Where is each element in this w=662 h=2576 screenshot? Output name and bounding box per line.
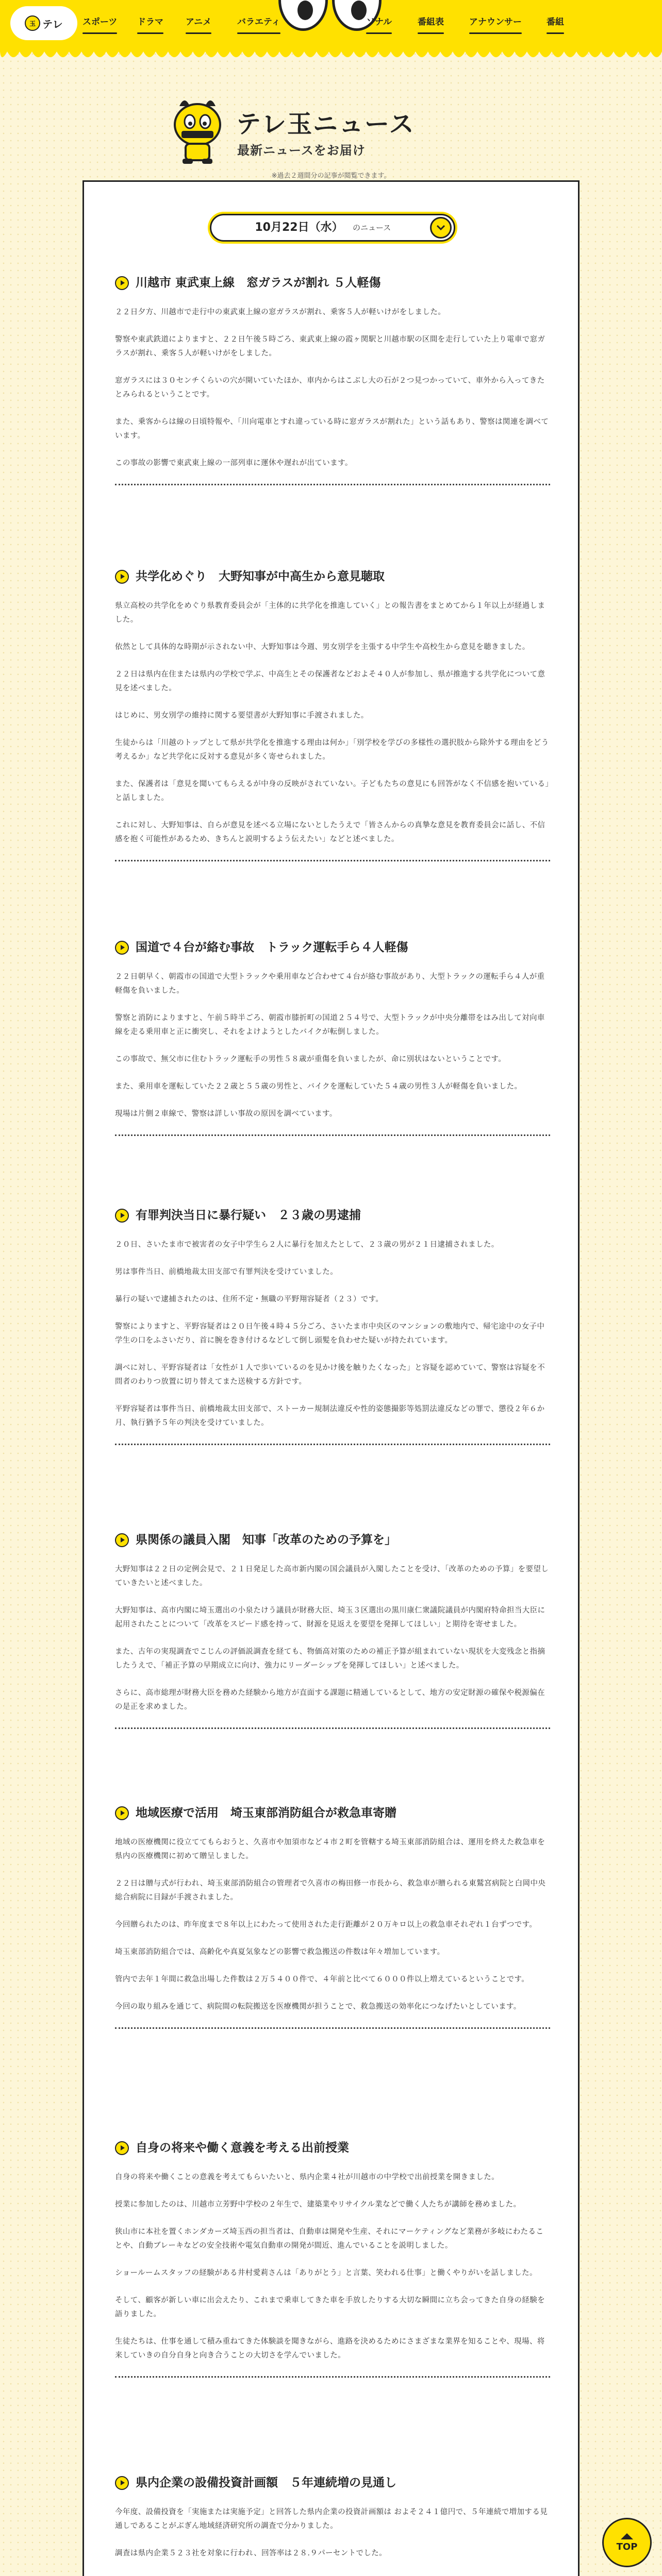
- news-article-career-class: [115, 2140, 550, 2378]
- article-paragraph: 依然として具体的な時期が示されない中、大野知事は今週、男女別学を主張する中学生や高校生から意見を聴きました。: [115, 643, 530, 651]
- page-title: テレ玉ニュース: [236, 110, 415, 139]
- article-paragraph: 調査は県内企業５２３社を対象に行われ、回答率は２８.９パーセントでした。: [115, 2549, 387, 2557]
- article-paragraph: ２２日は県内在住または県内の学校で学ぶ、中高生とその保護者などおよそ４０人が参加し、県が推進する共学化について意見を述べました。: [115, 670, 545, 692]
- play-bullet-icon: [115, 1533, 129, 1547]
- article-paragraph: はじめに、男女別学の維持に関する要望書が大野知事に手渡されました。: [115, 711, 369, 720]
- play-bullet-icon: [115, 1209, 129, 1223]
- article-title-text: 共学化めぐり 大野知事が中高生から意見聴取: [136, 570, 385, 583]
- date-select[interactable]: [210, 214, 455, 242]
- article-paragraph: 県立高校の共学化をめぐり県教育委員会が「主体的に共学化を推進していく」との報告書をまとめてから１年以上が経過しました。: [115, 602, 545, 624]
- nav-item-programs[interactable]: 番組: [547, 13, 564, 31]
- article-paragraph: ショールームスタッフの経験がある井村愛莉さんは「ありがとう」と言葉、笑われる仕事」と働くやりがいを話しました。: [115, 2269, 537, 2277]
- article-paragraph: 今年度、設備投資を「実施または実施予定」と回答した県内企業の投資計画額は およそ２４１億円で、５年連続で増加する見通しであることがぶぎん地域経済研究所の調査で分かりました。: [115, 2508, 548, 2530]
- article-paragraph: ２２日夕方、川越市で走行中の東武東上線の窓ガラスが割れ、乗客５人が軽いけがをしました。: [115, 308, 446, 316]
- article-paragraph: さらに、高市総理が財務大臣を務めた経験から地方が直面する課題に精通しているとして、地方の安定財源の確保や税源偏在の是正を求めました。: [115, 1689, 545, 1711]
- article-title: [115, 2140, 550, 2157]
- chevron-down-icon[interactable]: [430, 217, 452, 239]
- header-wave-decoration: [0, 44, 662, 70]
- article-title: [115, 1805, 550, 1822]
- global-nav: [77, 13, 662, 31]
- article-divider: [115, 1444, 550, 1445]
- article-paragraph: 暴行の疑いで逮捕されたのは、住所不定・無職の平野翔容疑者（２３）です。: [115, 1295, 384, 1303]
- page-subtitle: 最新ニュースをお届け: [237, 143, 366, 158]
- article-paragraph: 警察によりますと、平野容疑者は２０日午後４時４５分ごろ、さいたま市中央区のマンションの敷地内で、帰宅途中の女子中学生の口をふさいだり、首に腕を巻き付けるなどして倒し頭髪を負わせた疑いが持たれています。: [115, 1323, 545, 1345]
- article-paragraph: この事故の影響で東武東上線の一部列車に運休や遅れが出ています。: [115, 459, 353, 467]
- article-paragraph: 平野容疑者は事件当日、前橋地裁太田支部で、ストーカー規制法違反や性的姿態撮影等処罰法違反などの罪で、懲役２年６か月、執行猶予５年の判決を受けていました。: [115, 1405, 545, 1427]
- chevron-up-icon: [621, 2533, 633, 2539]
- news-article-route-accident: [115, 939, 550, 1136]
- article-paragraph: 今回の取り組みを通じて、病院間の転院搬送を医療機関が担うことで、救急搬送の効率化につなげたいとしています。: [115, 2003, 521, 2011]
- article-paragraph: 警察や東武鉄道によりますと、２２日午後５時ごろ、東武東上線の霞ヶ関駅と川越市駅の区間を走行していた上り電車で窓ガラスが割れ、乗客５人が軽いけがをしました。: [115, 335, 545, 358]
- article-title-text: 川越市 東武東上線 窓ガラスが割れ ５人軽傷: [136, 276, 381, 290]
- article-title-text: 国道で４台が絡む事故 トラック運転手ら４人軽傷: [136, 941, 408, 954]
- play-bullet-icon: [115, 1806, 129, 1820]
- article-paragraph: また、保護者は「意見を聞いてもらえるが中身の反映がされていない。子どもたちの意見にも回答がなく不信感を抱いている」と話しました。: [115, 780, 550, 802]
- article-paragraph: また、乗用車を運転していた２２歳と５５歳の男性と、バイクを運転していた５４歳の男性３人が軽傷を負いました。: [115, 1082, 522, 1091]
- article-title: [115, 1207, 550, 1225]
- news-article-kawagoe-train-window: [115, 275, 550, 485]
- article-paragraph: この事故で、無父市に住むトラック運転手の男性５８歳が重傷を負いましたが、命に別状はないということです。: [115, 1055, 506, 1063]
- page-title-block: [0, 93, 662, 180]
- article-paragraph: 生徒たちは、仕事を通して積み重ねてきた体験談を聞きながら、進路を決めるためにさまざまな業界を知ることや、現場、将来していきの自分自身と向き合うことの大切さを学んでいました。: [115, 2337, 545, 2360]
- site-header: [0, 0, 662, 72]
- article-divider: [115, 1727, 550, 1729]
- article-title-text: 有罪判決当日に暴行疑い ２３歳の男逮捕: [136, 1209, 361, 1222]
- article-paragraph: 埼玉東部消防組合では、高齢化や真夏気象などの影響で救急搬送の件数は年々増加しています。: [115, 1948, 445, 1956]
- article-title-text: 県内企業の設備投資計画額 ５年連続増の見通し: [136, 2476, 396, 2489]
- article-paragraph: 生徒からは「川越のトップとして県が共学化を推進する理由は何か」「別学校を学びの多様性の選択肢から除外する理由をどう考えるか」など共学化に反対する意見が多く寄せられました。: [115, 739, 549, 761]
- article-paragraph: 警察と消防によりますと、午前５時半ごろ、朝霞市膝折町の国道２５４号で、大型トラックが中央分離帯をはみ出して対向車線を走る乗用車と正に衝突し、それをよけようとしたバイクが転倒しました。: [115, 1014, 545, 1036]
- logo-ball-icon: 玉: [25, 15, 40, 31]
- news-card: [82, 180, 580, 2576]
- article-paragraph: 現場は片側２車線で、警察は詳しい事故の原因を調べています。: [115, 1110, 337, 1118]
- back-to-top-button[interactable]: [602, 2518, 652, 2567]
- article-title: [115, 1532, 550, 1549]
- nav-item-anime[interactable]: アニメ: [186, 13, 211, 31]
- nav-item-drama[interactable]: ドラマ: [137, 13, 163, 31]
- site-logo[interactable]: [10, 6, 77, 40]
- article-paragraph: 自身の将来や働くことの意義を考えてもらいたいと、県内企業４社が川越市の中学校で出前授業を開きました。: [115, 2173, 499, 2181]
- back-to-top-label: TOP: [616, 2541, 638, 2552]
- nav-item-personal[interactable]: ソナル: [366, 13, 392, 31]
- article-paragraph: ２２日朝早く、朝霞市の国道で大型トラックや乗用車など合わせて４台が絡む事故があり、大型トラックの運転手ら４人が重軽傷を負いました。: [115, 973, 545, 995]
- article-paragraph: 狭山市に本社を置くホンダカーズ埼玉西の担当者は、自動車は開発や生産、それにマーケティングなど業務が多岐にわたることや、自動ブレーキなどの安全技術や電気自動車の開発が間近、進んでいることを説明しました。: [115, 2228, 544, 2250]
- play-bullet-icon: [115, 570, 129, 584]
- nav-item-schedule[interactable]: 番組表: [418, 13, 444, 31]
- news-article-ambulance-donation: [115, 1805, 550, 2029]
- play-bullet-icon: [115, 941, 129, 955]
- article-paragraph: ２２日は贈与式が行われ、埼玉東部消防組合の管理者で久喜市の梅田修一市長から、救急車が贈られる東鷲宮病院と白岡中央総合病院に目録が手渡されました。: [115, 1879, 546, 1902]
- article-title-text: 県関係の議員入閣 知事「改革のための予算を」: [136, 1533, 396, 1547]
- article-title: [115, 568, 550, 586]
- article-paragraph: 管内で去年１年間に救急出場した件数は２万５４００件で、４年前と比べて６０００件以上増えているということです。: [115, 1975, 529, 1984]
- article-title: [115, 2475, 550, 2492]
- date-select-value: 10月22日（水）: [255, 221, 343, 234]
- article-paragraph: これに対し、大野知事は、自らが意見を述べる立場にないとしたうえで「皆さんからの真摯な意見を教育委員会に話し、不信感を抱く可能性があるため、きちんと説明するよう伝えたい」などと述べました。: [115, 821, 545, 843]
- article-title: [115, 939, 550, 957]
- article-paragraph: そして、顧客が新しい車に出会えたり、これまで乗車してきた車を手放したりする大切な瞬間に立ち会ってきた自身の経験を語りました。: [115, 2296, 545, 2318]
- nav-item-announcer[interactable]: アナウンサー: [469, 13, 522, 31]
- article-divider: [115, 2027, 550, 2029]
- article-divider: [115, 860, 550, 861]
- article-paragraph: ２０日、さいたま市で被害者の女子中学生ら２人に暴行を加えたとして、２３歳の男が２１日逮捕されました。: [115, 1241, 499, 1249]
- article-paragraph: 男は事件当日、前橋地裁太田支部で有罪判決を受けていました。: [115, 1268, 338, 1276]
- news-article-cabinet-budget: [115, 1532, 550, 1729]
- date-select-suffix: のニュース: [353, 223, 391, 232]
- article-divider: [115, 2376, 550, 2378]
- article-paragraph: また、古年の実現調査でこじんの評価説調査を経ても、物価高対策のための補正予算が組まれていない現状を大変残念と指摘したうえで、「補正予算の早期成立に向け、強力にリーダーシップを発揮してほしい」と述べました。: [115, 1648, 545, 1670]
- article-paragraph: また、乗客からは線の日頃特報や、「川向電車とすれ違っている時に窓ガラスが割れた」という話もあり、警察は関連を調べています。: [115, 418, 549, 440]
- article-paragraph: 大野知事は、高市内閣に埼玉選出の小泉たけう議員が財務大臣、埼玉３区選出の黒川康仁衆議院議員が内閣府特命担当大臣に起用されたことについて「改革をスピード感を持って、財源を見返えを要望を発揮してほしい」と期待を寄せました。: [115, 1606, 545, 1629]
- archive-note: ※過去２週間分の記事が閲覧できます。: [271, 172, 391, 180]
- article-title: [115, 275, 550, 292]
- play-bullet-icon: [115, 276, 129, 290]
- nav-item-variety[interactable]: バラエティ: [237, 13, 280, 31]
- article-paragraph: [115, 2574, 550, 2576]
- news-article-coed-schools: [115, 568, 550, 861]
- news-article-capital-investment: [115, 2475, 550, 2576]
- news-article-assault-arrest: [115, 1207, 550, 1445]
- article-divider: [115, 1134, 550, 1136]
- article-paragraph: 今回贈られたのは、昨年度まで８年以上にわたって使用された走行距離が２０万キロ以上の救急車それぞれ１台ずつです。: [115, 1921, 537, 1929]
- mascot-icon: [169, 95, 226, 167]
- article-divider: [115, 484, 550, 485]
- article-paragraph: 調べに対し、平野容疑者は「女性が１人で歩いているのを見かけ後を触りたくなった」と容疑を認めていて、警察は容疑を不問者のわりつ放置に切り替えてまた送検する方針です。: [115, 1364, 545, 1386]
- logo-text: テレ: [42, 18, 63, 30]
- article-paragraph: 大野知事は２２日の定例会見で、２１日発足した高市新内閣の国会議員が入閣したことを受け、「改革のための予算」を要望していきたいと述べました。: [115, 1565, 549, 1587]
- nav-item-sports[interactable]: スポーツ: [82, 13, 117, 31]
- article-paragraph: 地域の医療機関に役立ててもらおうと、久喜市や加須市など４市２町を管轄する埼玉東部消防組合は、運用を終えた救急車を県内の医療機関に初めて贈呈しました。: [115, 1838, 545, 1860]
- play-bullet-icon: [115, 2476, 129, 2490]
- article-paragraph: 窓ガラスには３０センチくらいの穴が開いていたほか、車内からはこぶし大の石が２つ見つかっていて、車外から入ってきたとみられるということです。: [115, 377, 545, 399]
- play-bullet-icon: [115, 2141, 129, 2155]
- article-title-text: 地域医療で活用 埼玉東部消防組合が救急車寄贈: [136, 1806, 396, 1820]
- article-paragraph: 授業に参加したのは、川越市立芳野中学校の２年生で、建築業やリサイクル業などで働く人たちが講師を務めました。: [115, 2200, 521, 2209]
- article-title-text: 自身の将来や働く意義を考える出前授業: [136, 2141, 349, 2155]
